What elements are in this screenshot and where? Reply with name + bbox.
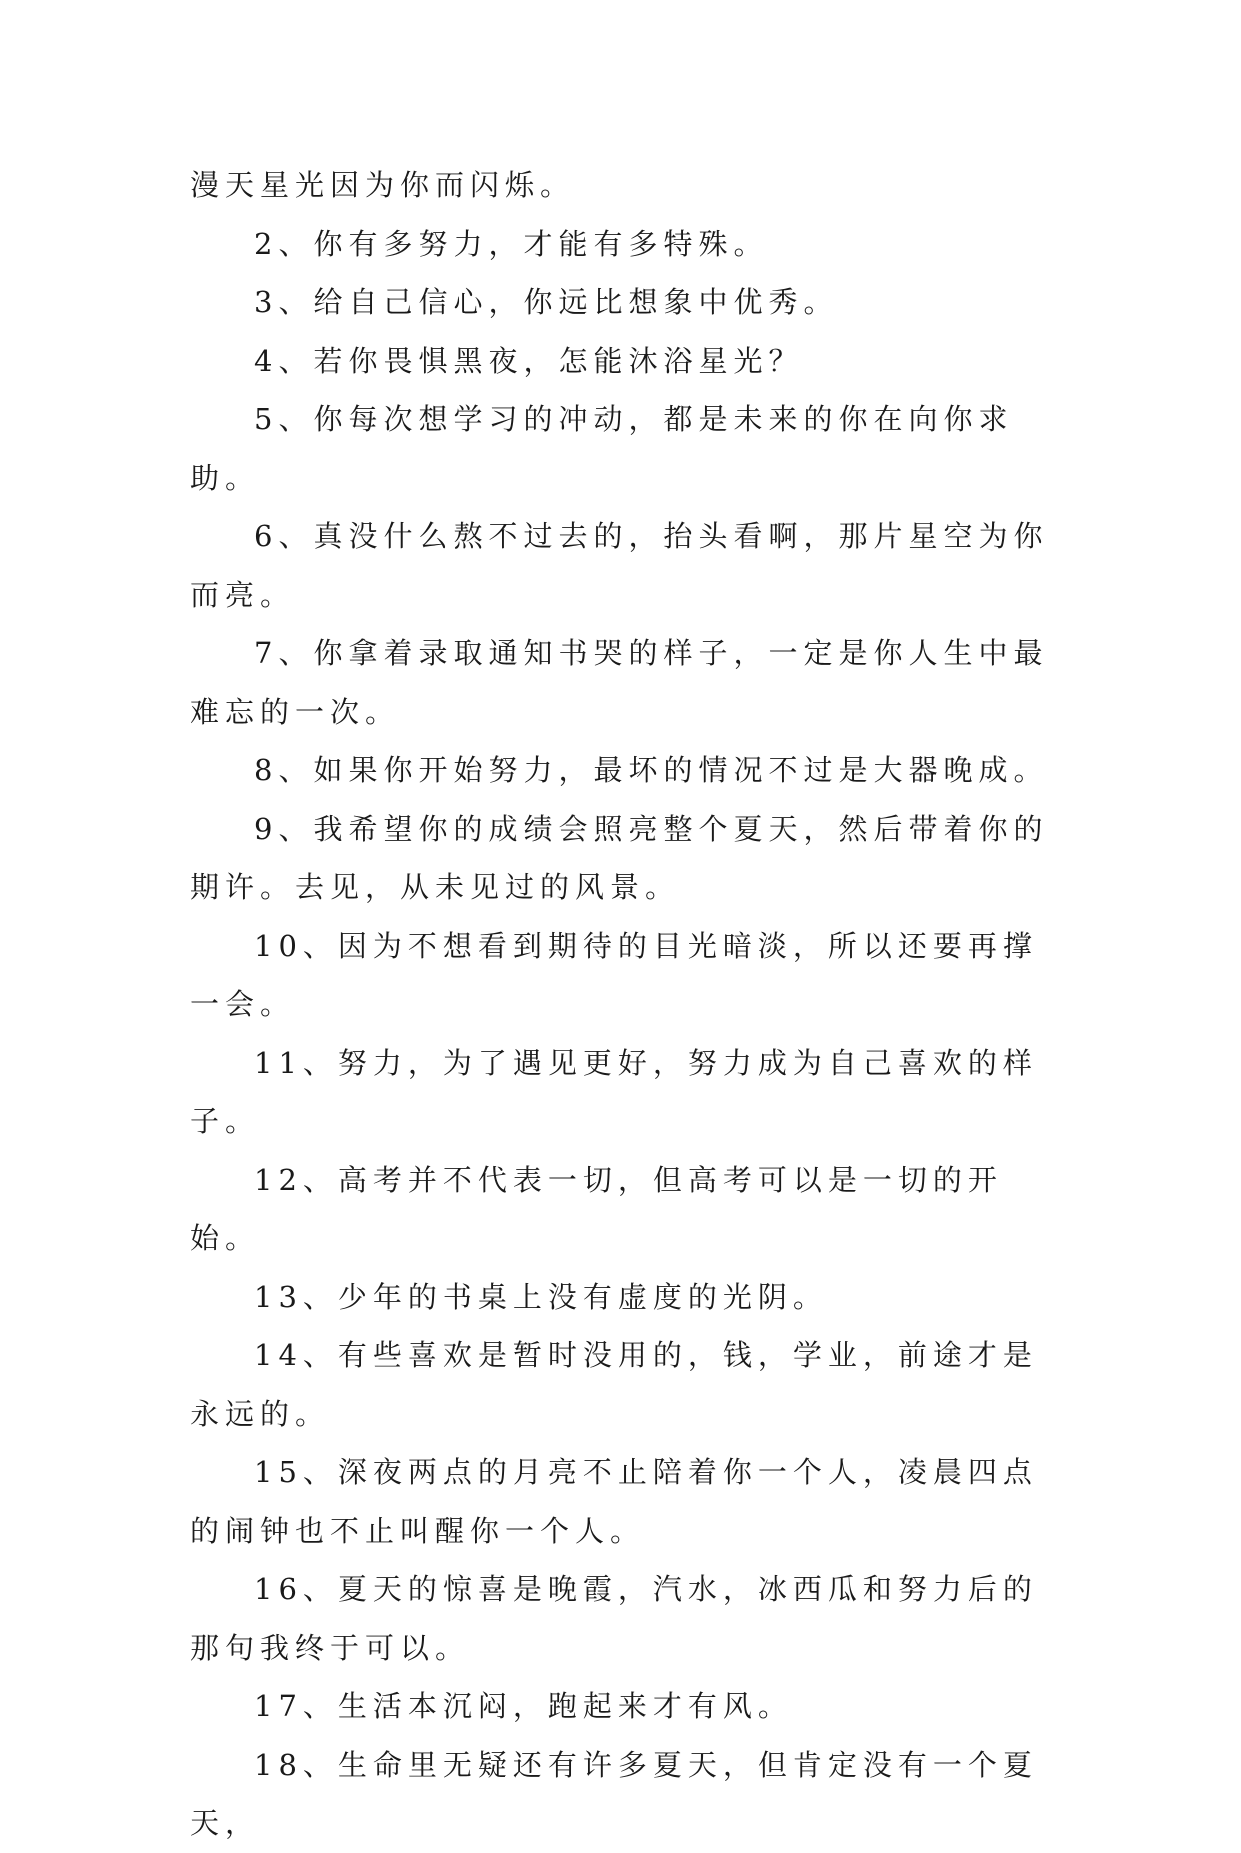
paragraph-12: 12、高考并不代表一切，但高考可以是一切的开始。 bbox=[190, 1162, 1003, 1255]
paragraph-17: 17、生活本沉闷，跑起来才有风。 bbox=[254, 1689, 793, 1723]
paragraph-6: 6、真没什么熬不过去的，抬头看啊，那片星空为你而亮。 bbox=[190, 519, 1049, 612]
paragraph-1: 漫天星光因为你而闪烁。 bbox=[190, 168, 576, 202]
paragraph-3: 3、给自己信心，你远比想象中优秀。 bbox=[254, 285, 839, 319]
paragraph-5: 5、你每次想学习的冲动，都是未来的你在向你求助。 bbox=[190, 402, 1014, 495]
paragraph-13: 13、少年的书桌上没有虚度的光阴。 bbox=[254, 1279, 828, 1314]
paragraph-8: 8、如果你开始努力，最坏的情况不过是大器晚成。 bbox=[254, 753, 1049, 787]
paragraph-14: 14、有些喜欢是暂时没用的，钱，学业，前途才是永远的。 bbox=[190, 1338, 1038, 1431]
paragraph-16: 16、夏天的惊喜是晚霞，汽水，冰西瓜和努力后的那句我终于可以。 bbox=[190, 1572, 1038, 1665]
paragraph-2: 2、你有多努力，才能有多特殊。 bbox=[254, 226, 769, 261]
paragraph-10: 10、因为不想看到期待的目光暗淡，所以还要再撑一会。 bbox=[190, 928, 1038, 1021]
paragraph-7: 7、你拿着录取通知书哭的样子，一定是你人生中最难忘的一次。 bbox=[190, 636, 1049, 729]
paragraph-11: 11、努力，为了遇见更好，努力成为自己喜欢的样子。 bbox=[190, 1045, 1038, 1138]
paragraph-9: 9、我希望你的成绩会照亮整个夏天，然后带着你的期许。去见，从未见过的风景。 bbox=[190, 811, 1049, 904]
document-body bbox=[190, 156, 1050, 1853]
paragraph-4: 4、若你畏惧黑夜，怎能沐浴星光？ bbox=[254, 343, 804, 378]
paragraph-15: 15、深夜两点的月亮不止陪着你一个人，凌晨四点的闹钟也不止叫醒你一个人。 bbox=[190, 1455, 1038, 1548]
paragraph-18: 18、生命里无疑还有许多夏天，但肯定没有一个夏天， bbox=[190, 1747, 1038, 1840]
